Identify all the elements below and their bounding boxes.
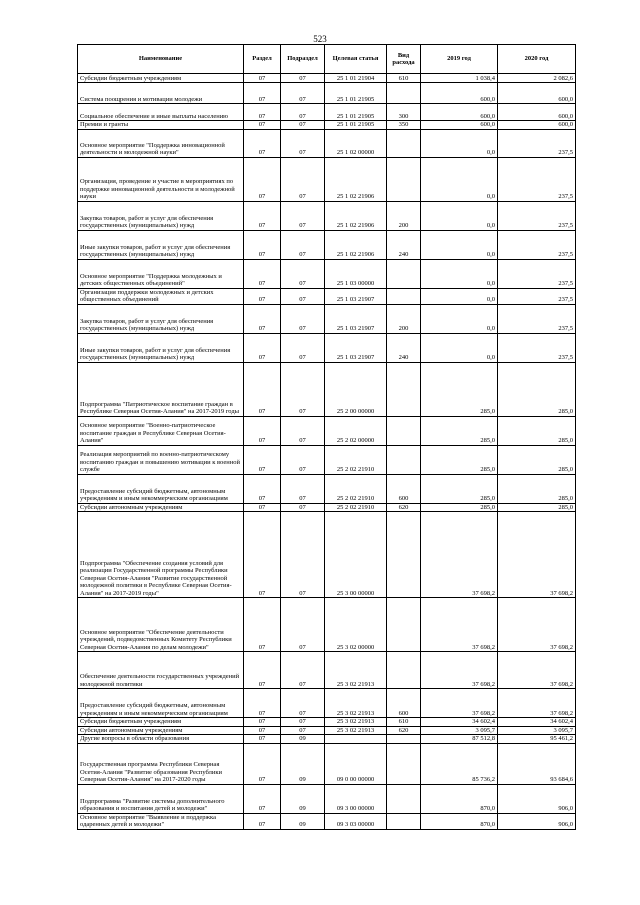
row-subsection: 07 [281,83,325,104]
row-expense-type: 610 [387,718,421,727]
row-amount-2020: 285,0 [498,362,576,416]
row-expense-type: 600 [387,689,421,718]
row-amount-2019: 600,0 [421,121,498,130]
row-amount-2020: 3 095,7 [498,726,576,735]
row-amount-2020: 34 602,4 [498,718,576,727]
row-amount-2020: 285,0 [498,416,576,445]
row-amount-2020: 2 082,6 [498,74,576,83]
row-name: Предоставление субсидий бюджетным, автономным учреждениям и иным некоммерческим организациям [78,689,244,718]
row-amount-2019: 87 512,8 [421,735,498,744]
row-subsection: 07 [281,689,325,718]
row-amount-2020: 285,0 [498,503,576,512]
row-section: 07 [244,718,281,727]
row-subsection: 07 [281,598,325,652]
row-subsection: 07 [281,304,325,333]
table-row [78,121,576,130]
table-row [78,743,576,784]
row-name: Основное мероприятие "Обеспечение деятельности учреждений, подведомственных Комитету Республики Северная Осетия-Алания по делам молодежи" [78,598,244,652]
row-section: 07 [244,512,281,598]
row-target-article: 25 1 01 21905 [325,121,387,130]
table-row [78,718,576,727]
row-target-article: 25 2 00 00000 [325,362,387,416]
row-section: 07 [244,304,281,333]
header-section: Раздел [244,45,281,74]
table-row [78,512,576,598]
table-row [78,726,576,735]
table-row [78,74,576,83]
row-section: 07 [244,416,281,445]
row-section: 07 [244,784,281,813]
row-amount-2019: 0,0 [421,259,498,288]
header-name: Наименование [78,45,244,74]
row-amount-2020: 237,5 [498,259,576,288]
table-row [78,129,576,157]
row-amount-2020: 600,0 [498,83,576,104]
table-row [78,503,576,512]
row-amount-2020: 237,5 [498,201,576,230]
row-subsection: 07 [281,362,325,416]
row-target-article: 25 1 01 21904 [325,74,387,83]
table-row [78,104,576,121]
row-section: 07 [244,104,281,121]
row-expense-type: 300 [387,104,421,121]
row-amount-2020: 237,5 [498,129,576,157]
row-subsection: 07 [281,104,325,121]
row-name: Иные закупки товаров, работ и услуг для обеспечения государственных (муниципальных) нужд [78,230,244,259]
row-expense-type [387,445,421,474]
row-name: Предоставление субсидий бюджетным, автономным учреждениям и иным некоммерческим организациям [78,474,244,503]
row-target-article: 25 3 02 21913 [325,718,387,727]
row-target-article: 25 3 02 21913 [325,726,387,735]
row-amount-2019: 870,0 [421,813,498,829]
row-target-article: 25 1 02 00000 [325,129,387,157]
row-expense-type [387,743,421,784]
row-expense-type: 620 [387,726,421,735]
row-amount-2019: 870,0 [421,784,498,813]
row-amount-2019: 37 698,2 [421,652,498,689]
row-amount-2020: 237,5 [498,230,576,259]
row-section: 07 [244,735,281,744]
table-row [78,784,576,813]
table-row [78,445,576,474]
row-section: 07 [244,129,281,157]
row-section: 07 [244,121,281,130]
row-name: Другие вопросы в области образования [78,735,244,744]
row-subsection: 09 [281,743,325,784]
row-target-article: 25 1 03 21907 [325,288,387,304]
row-name: Государственная программа Республики Северная Осетия-Алания "Развитие образования Республики Северная Осетия-Алания" на 2017-2020 годы [78,743,244,784]
row-amount-2019: 285,0 [421,362,498,416]
table-body [78,74,576,830]
row-amount-2019: 34 602,4 [421,718,498,727]
table-row [78,598,576,652]
row-name: Подпрограмма "Развитие системы дополнительного образования и воспитания детей и молодежи" [78,784,244,813]
row-subsection: 07 [281,503,325,512]
row-expense-type [387,598,421,652]
row-expense-type [387,813,421,829]
row-name: Закупка товаров, работ и услуг для обеспечения государственных (муниципальных) нужд [78,201,244,230]
row-amount-2020: 906,0 [498,784,576,813]
row-expense-type [387,83,421,104]
row-amount-2019: 0,0 [421,288,498,304]
row-amount-2020: 600,0 [498,104,576,121]
row-section: 07 [244,74,281,83]
row-name: Подпрограмма "Обеспечение создания условий для реализации Государственной программы Республики Северная Осетия-Алания "Развитие государственной молодежной политики в Республике Северная Осетия-Алания" на 2017-2019 годы" [78,512,244,598]
row-amount-2020: 600,0 [498,121,576,130]
row-name: Субсидии автономным учреждениям [78,726,244,735]
row-amount-2020: 37 698,2 [498,689,576,718]
row-name: Подпрограмма "Патриотическое воспитание граждан в Республике Северная Осетия-Алания" на 2017-2019 годы [78,362,244,416]
row-target-article: 25 3 02 21913 [325,689,387,718]
row-amount-2020: 93 684,6 [498,743,576,784]
row-expense-type [387,784,421,813]
row-amount-2019: 1 038,4 [421,74,498,83]
row-target-article: 25 2 02 21910 [325,503,387,512]
row-target-article: 09 3 00 00000 [325,784,387,813]
row-amount-2020: 285,0 [498,474,576,503]
row-name: Субсидии автономным учреждениям [78,503,244,512]
row-amount-2019: 0,0 [421,333,498,362]
row-target-article: 25 2 02 21910 [325,445,387,474]
row-amount-2019: 285,0 [421,416,498,445]
row-amount-2019: 37 698,2 [421,598,498,652]
row-target-article: 25 1 03 21907 [325,333,387,362]
row-amount-2020: 906,0 [498,813,576,829]
row-subsection: 07 [281,652,325,689]
row-amount-2020: 37 698,2 [498,512,576,598]
row-expense-type: 240 [387,333,421,362]
row-target-article: 25 1 01 21905 [325,104,387,121]
row-amount-2019: 285,0 [421,445,498,474]
header-expense-type: Вид расхода [387,45,421,74]
budget-table [77,44,576,830]
row-amount-2019: 37 698,2 [421,689,498,718]
header-year-2020: 2020 год [498,45,576,74]
row-amount-2020: 237,5 [498,304,576,333]
row-target-article: 09 0 00 00000 [325,743,387,784]
table-row [78,689,576,718]
row-name: Иные закупки товаров, работ и услуг для обеспечения государственных (муниципальных) нужд [78,333,244,362]
row-amount-2019: 0,0 [421,201,498,230]
row-expense-type [387,416,421,445]
row-name: Субсидии бюджетным учреждениям [78,74,244,83]
row-amount-2019: 85 736,2 [421,743,498,784]
row-name: Закупка товаров, работ и услуг для обеспечения государственных (муниципальных) нужд [78,304,244,333]
row-expense-type [387,652,421,689]
row-subsection: 09 [281,784,325,813]
row-amount-2019: 0,0 [421,230,498,259]
row-subsection: 07 [281,416,325,445]
row-name: Реализация мероприятий по военно-патриотическому воспитанию граждан и повышению мотивации к военной службе [78,445,244,474]
table-row [78,652,576,689]
row-subsection: 07 [281,74,325,83]
row-subsection: 07 [281,259,325,288]
row-section: 07 [244,230,281,259]
header-subsection: Подраздел [281,45,325,74]
row-target-article: 25 1 02 21906 [325,230,387,259]
row-section: 07 [244,157,281,201]
row-expense-type: 620 [387,503,421,512]
row-amount-2020: 95 461,2 [498,735,576,744]
table-row [78,83,576,104]
row-subsection: 07 [281,230,325,259]
row-name: Основное мероприятие "Выявление и поддержка одаренных детей и молодежи" [78,813,244,829]
row-section: 07 [244,333,281,362]
row-target-article: 25 3 02 21913 [325,652,387,689]
row-section: 07 [244,83,281,104]
row-expense-type: 200 [387,201,421,230]
row-name: Основное мероприятие "Поддержка молодежных и детских общественных объединений" [78,259,244,288]
table-header-row [78,45,576,74]
table-row [78,362,576,416]
row-section: 07 [244,652,281,689]
page-number: 523 [313,34,327,44]
table-row [78,259,576,288]
row-expense-type: 600 [387,474,421,503]
table-row [78,416,576,445]
row-section: 07 [244,726,281,735]
row-section: 07 [244,445,281,474]
row-name: Основное мероприятие "Военно-патриотическое воспитание граждан в Республике Северная Осетия-Алания" [78,416,244,445]
row-target-article: 09 3 03 00000 [325,813,387,829]
row-amount-2019: 0,0 [421,157,498,201]
row-section: 07 [244,689,281,718]
row-amount-2019: 285,0 [421,474,498,503]
row-amount-2020: 237,5 [498,333,576,362]
row-subsection: 09 [281,813,325,829]
row-amount-2019: 3 095,7 [421,726,498,735]
row-expense-type [387,259,421,288]
table-row [78,333,576,362]
row-subsection: 07 [281,129,325,157]
row-subsection: 07 [281,445,325,474]
row-amount-2019: 0,0 [421,304,498,333]
row-subsection: 07 [281,726,325,735]
row-expense-type: 200 [387,304,421,333]
row-amount-2020: 237,5 [498,157,576,201]
row-name: Премии и гранты [78,121,244,130]
row-subsection: 09 [281,735,325,744]
row-expense-type: 610 [387,74,421,83]
row-subsection: 07 [281,333,325,362]
row-subsection: 07 [281,512,325,598]
header-year-2019: 2019 год [421,45,498,74]
row-target-article: 25 1 03 00000 [325,259,387,288]
table-row [78,813,576,829]
row-amount-2020: 237,5 [498,288,576,304]
table-row [78,735,576,744]
row-expense-type [387,157,421,201]
row-amount-2019: 0,0 [421,129,498,157]
row-target-article: 25 1 02 21906 [325,201,387,230]
row-name: Социальное обеспечение и иные выплаты населению [78,104,244,121]
row-expense-type [387,362,421,416]
row-name: Основное мероприятие "Поддержка инновационной деятельности и молодежной науки" [78,129,244,157]
row-target-article: 25 3 00 00000 [325,512,387,598]
row-section: 07 [244,743,281,784]
row-amount-2019: 37 698,2 [421,512,498,598]
row-target-article: 25 1 03 21907 [325,304,387,333]
row-expense-type: 240 [387,230,421,259]
table-row [78,230,576,259]
row-target-article: 25 1 01 21905 [325,83,387,104]
row-amount-2019: 285,0 [421,503,498,512]
table-row [78,288,576,304]
row-name: Организация поддержки молодежных и детских общественных объединений [78,288,244,304]
row-expense-type: 350 [387,121,421,130]
row-section: 07 [244,813,281,829]
row-target-article: 25 3 02 00000 [325,598,387,652]
row-target-article: 25 2 02 00000 [325,416,387,445]
row-amount-2020: 37 698,2 [498,652,576,689]
row-subsection: 07 [281,121,325,130]
header-target-article: Целевая статья [325,45,387,74]
row-name: Субсидии бюджетным учреждениям [78,718,244,727]
row-section: 07 [244,598,281,652]
row-amount-2020: 37 698,2 [498,598,576,652]
row-subsection: 07 [281,288,325,304]
row-expense-type [387,512,421,598]
row-target-article [325,735,387,744]
row-subsection: 07 [281,718,325,727]
row-section: 07 [244,474,281,503]
row-amount-2020: 285,0 [498,445,576,474]
row-section: 07 [244,201,281,230]
row-section: 07 [244,288,281,304]
table-row [78,157,576,201]
row-name: Обеспечение деятельности государственных учреждений молодежной политики [78,652,244,689]
table-row [78,201,576,230]
row-name: Организация, проведение и участие в мероприятиях по поддержке инновационной деятельности и молодежной науки [78,157,244,201]
table-row [78,304,576,333]
row-subsection: 07 [281,157,325,201]
row-amount-2019: 600,0 [421,83,498,104]
row-expense-type [387,735,421,744]
row-subsection: 07 [281,201,325,230]
row-expense-type [387,288,421,304]
row-section: 07 [244,362,281,416]
row-amount-2019: 600,0 [421,104,498,121]
table-row [78,474,576,503]
row-section: 07 [244,503,281,512]
row-name: Система поощрения и мотивации молодежи [78,83,244,104]
row-subsection: 07 [281,474,325,503]
row-target-article: 25 1 02 21906 [325,157,387,201]
row-target-article: 25 2 02 21910 [325,474,387,503]
row-section: 07 [244,259,281,288]
row-expense-type [387,129,421,157]
